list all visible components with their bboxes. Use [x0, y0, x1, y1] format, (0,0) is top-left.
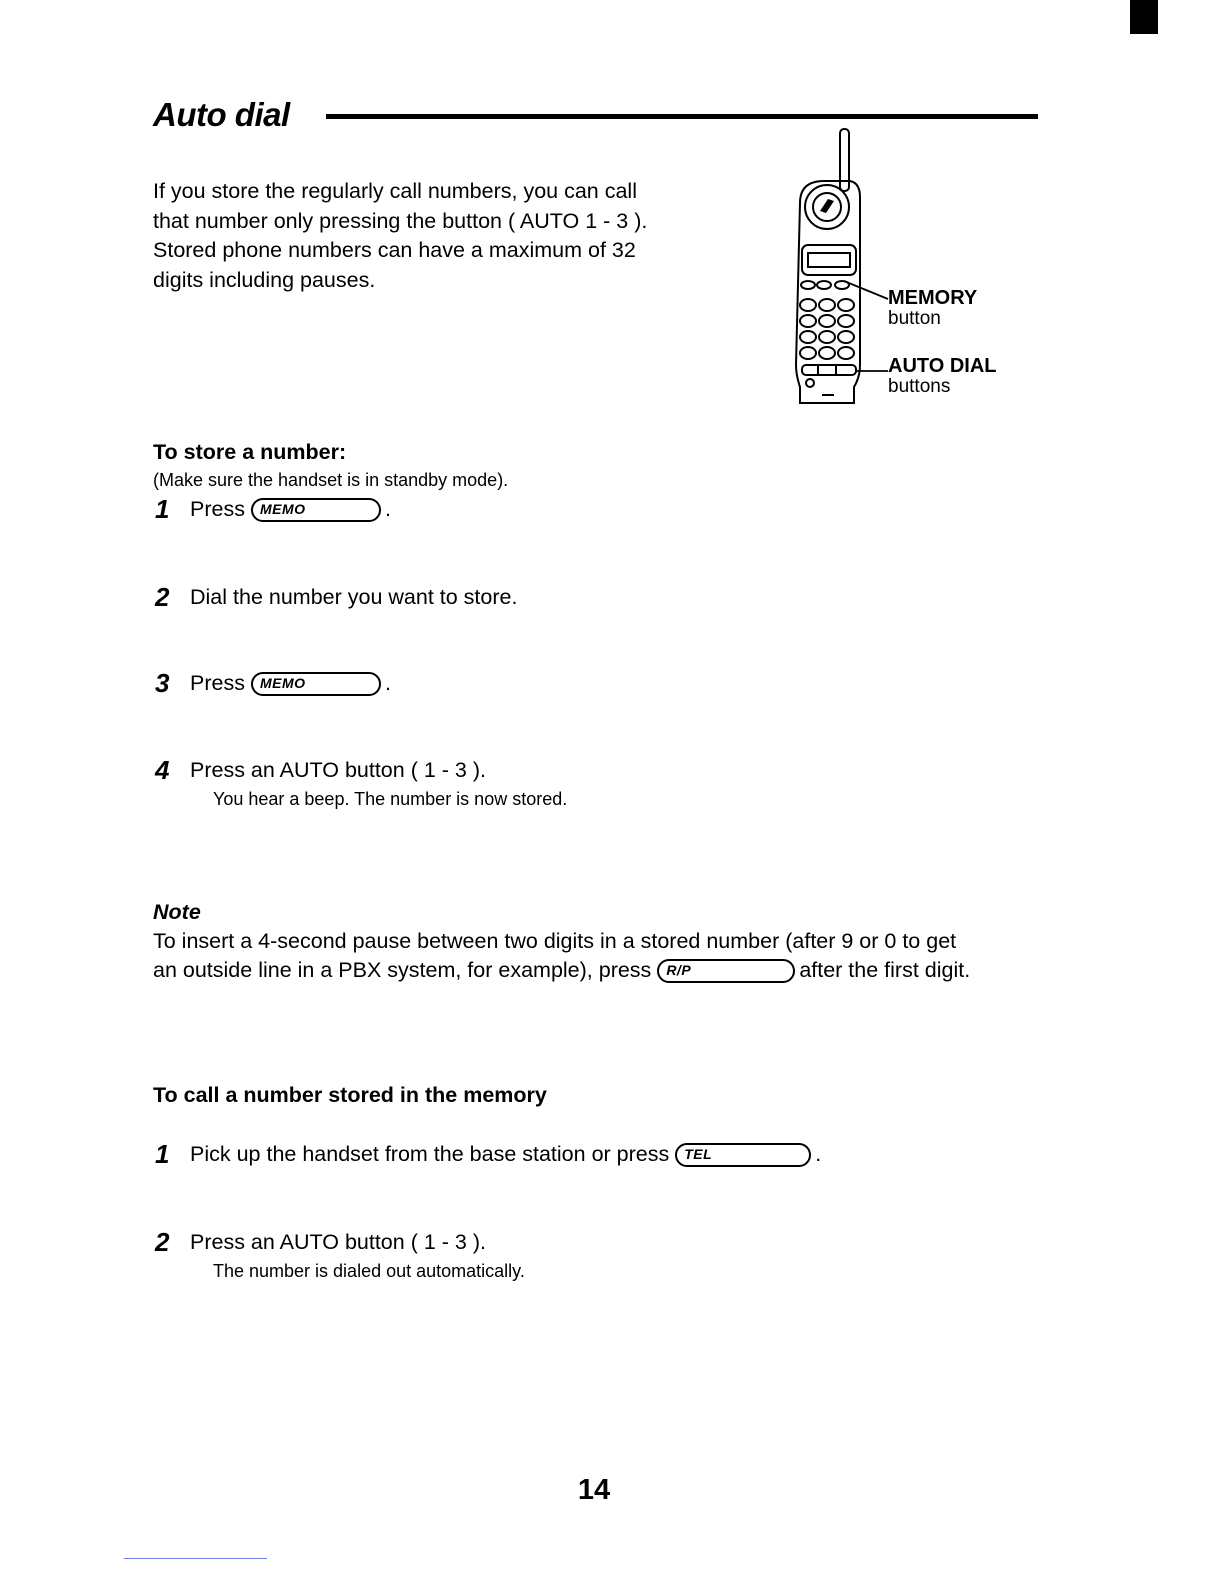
step-text: Press an AUTO button ( 1 - 3 ).	[190, 758, 486, 782]
memo-key-label: MEMO	[259, 500, 306, 517]
call-step-1	[155, 1139, 821, 1170]
intro-line: that number only pressing the button ( AUTO 1 - 3 ).	[153, 208, 648, 233]
intro-line: Stored phone numbers can have a maximum of 32	[153, 238, 636, 262]
intro-paragraph	[153, 177, 753, 295]
memory-button-callout	[888, 288, 977, 329]
store-step-2	[155, 582, 517, 613]
memo-key-icon	[251, 672, 381, 696]
step-number: 3	[155, 668, 170, 698]
store-step-4-detail: You hear a beep. The number is now stored.	[213, 789, 568, 809]
note-line-2	[153, 958, 970, 983]
memo-key-label: MEMO	[259, 674, 306, 691]
page-number: 14	[577, 1474, 611, 1506]
step-text: Press an AUTO button ( 1 - 3 ).	[190, 1230, 486, 1254]
memory-label: MEMORY	[888, 287, 978, 309]
autodial-buttons-callout	[888, 356, 997, 397]
tel-key-label: TEL	[684, 1145, 713, 1162]
step-number: 2	[155, 1227, 170, 1257]
step-text: Pick up the handset from the base station or press	[190, 1142, 670, 1166]
rp-key-label: R/P	[666, 961, 692, 978]
title-rule	[326, 114, 1038, 119]
tel-key-icon	[675, 1143, 811, 1167]
step-period: .	[815, 1142, 822, 1166]
intro-line: If you store the regularly call numbers, you can call	[153, 179, 637, 203]
call-step-2	[155, 1227, 486, 1258]
step-number: 4	[155, 755, 170, 785]
step-period: .	[384, 671, 391, 695]
memory-sublabel: button	[888, 308, 941, 329]
page-title: Auto dial	[153, 96, 290, 133]
store-heading: To store a number:	[153, 440, 347, 464]
step-number: 1	[155, 1139, 170, 1169]
rp-key-icon	[657, 959, 795, 983]
step-text: Press	[190, 497, 245, 521]
store-step-3	[155, 668, 391, 699]
step-number: 1	[155, 494, 170, 524]
handset-illustration	[784, 125, 894, 410]
note-heading: Note	[153, 900, 201, 924]
corner-registration-mark	[1130, 0, 1158, 34]
bottom-rule	[124, 1558, 267, 1559]
call-heading: To call a number stored in the memory	[153, 1083, 547, 1107]
note-line-1: To insert a 4-second pause between two digits in a stored number (after 9 or 0 to get	[153, 929, 957, 953]
step-number: 2	[155, 582, 170, 612]
step-text: Dial the number you want to store.	[190, 585, 518, 609]
step-period: .	[384, 497, 391, 521]
intro-line: digits including pauses.	[153, 267, 376, 292]
memo-key-icon	[251, 498, 381, 522]
store-subnote: (Make sure the handset is in standby mode).	[153, 470, 509, 490]
call-step-2-detail: The number is dialed out automatically.	[213, 1261, 525, 1281]
step-text: Press	[190, 671, 245, 695]
store-step-1	[155, 494, 391, 525]
autodial-sublabel: buttons	[888, 376, 951, 397]
note-line-2-before: an outside line in a PBX system, for example), press	[153, 958, 652, 982]
autodial-label: AUTO DIAL	[888, 355, 997, 377]
note-line-2-after: after the first digit.	[799, 958, 971, 982]
store-step-4	[155, 755, 486, 786]
